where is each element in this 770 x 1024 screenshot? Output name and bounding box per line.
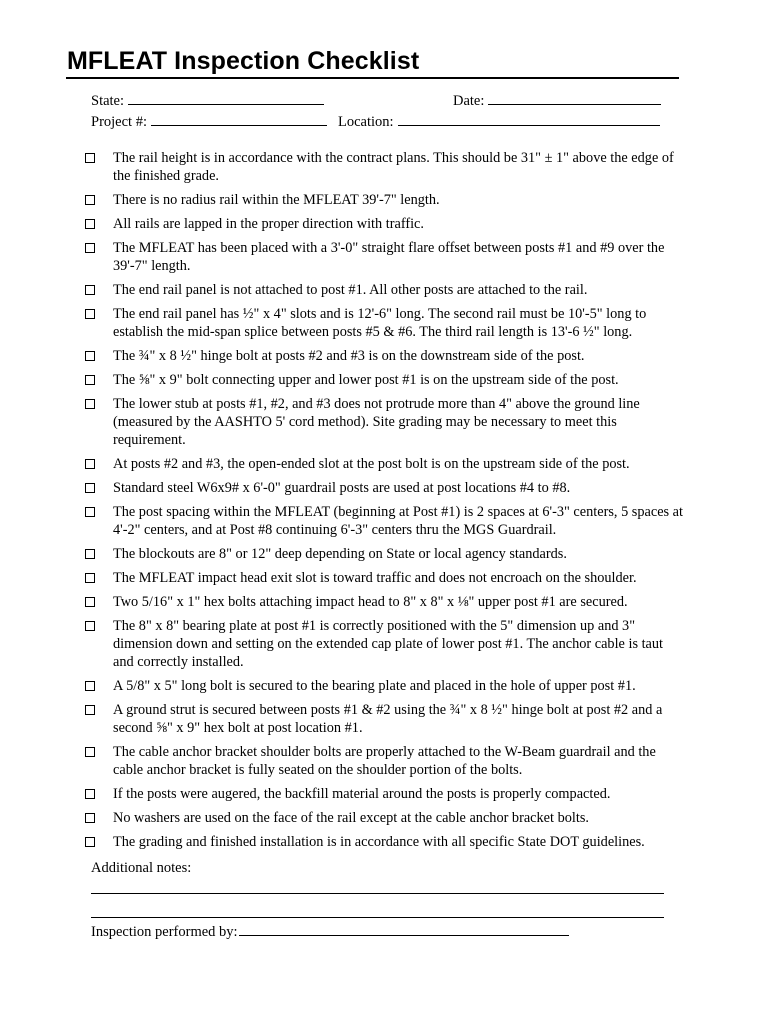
checklist-item [83, 347, 683, 365]
date-label: Date: [453, 93, 485, 109]
checklist-item [83, 743, 683, 779]
checklist-item [83, 191, 683, 209]
checklist-item-text: The ⅝" x 9" bolt connecting upper and lower post #1 is on the upstream side of the post. [113, 372, 619, 388]
inspector-label: Inspection performed by: [91, 924, 238, 940]
checkbox[interactable] [85, 243, 95, 253]
checklist-item-text: A ground strut is secured between posts #1 & #2 using the ¾" x 8 ½" hinge bolt at post #2 and a second ⅝" x 9" hex bolt at post location #1. [113, 702, 663, 736]
checklist-item-text: The blockouts are 8" or 12" deep depending on State or local agency standards. [113, 546, 567, 562]
checklist-item [83, 617, 683, 671]
checklist-item-text: The ¾" x 8 ½" hinge bolt at posts #2 and #3 is on the downstream side of the post. [113, 348, 585, 364]
inspector-input-line[interactable] [239, 922, 569, 936]
state-label: State: [91, 93, 125, 109]
checkbox[interactable] [85, 789, 95, 799]
checklist-item [83, 593, 683, 611]
checkbox[interactable] [85, 459, 95, 469]
checkbox[interactable] [85, 285, 95, 295]
checklist-item [83, 455, 683, 473]
checklist-item [83, 785, 683, 803]
checkbox[interactable] [85, 813, 95, 823]
checkbox[interactable] [85, 573, 95, 583]
checklist-item [83, 215, 683, 233]
checklist-item [83, 545, 683, 563]
checkbox[interactable] [85, 507, 95, 517]
checkbox[interactable] [85, 195, 95, 205]
checklist-item [83, 479, 683, 497]
checklist-item [83, 677, 683, 695]
checklist-item [83, 395, 683, 449]
notes-label: Additional notes: [91, 860, 192, 876]
checklist-item-text: The end rail panel is not attached to post #1. All other posts are attached to the rail. [113, 282, 588, 298]
checklist-item-text: The MFLEAT impact head exit slot is toward traffic and does not encroach on the shoulder. [113, 570, 637, 586]
checkbox[interactable] [85, 351, 95, 361]
checkbox[interactable] [85, 399, 95, 409]
checkbox[interactable] [85, 621, 95, 631]
checkbox[interactable] [85, 153, 95, 163]
checklist-item-text: A 5/8" x 5" long bolt is secured to the bearing plate and placed in the hole of upper post #1. [113, 678, 636, 694]
inspector-field [91, 922, 569, 941]
location-input-line[interactable] [398, 112, 660, 126]
checklist-item-text: The rail height is in accordance with the contract plans. This should be 31" ± 1" above the edge of the finished grade. [113, 150, 674, 184]
checklist-item [83, 149, 683, 185]
state-field [91, 91, 324, 110]
checkbox[interactable] [85, 483, 95, 493]
checklist-item [83, 569, 683, 587]
checklist-item-text: The MFLEAT has been placed with a 3'-0" straight flare offset between posts #1 and #9 over the 39'-7" length. [113, 240, 665, 274]
checkbox[interactable] [85, 309, 95, 319]
checklist-item-text: At posts #2 and #3, the open-ended slot at the post bolt is on the upstream side of the post. [113, 456, 630, 472]
checklist-item [83, 281, 683, 299]
checklist-item [83, 503, 683, 539]
checkbox[interactable] [85, 375, 95, 385]
checklist-item-text: Two 5/16" x 1" hex bolts attaching impact head to 8" x 8" x ⅛" upper post #1 are secured. [113, 594, 628, 610]
checklist-item-text: The lower stub at posts #1, #2, and #3 does not protrude more than 4" above the ground line (measured by the AASHTO 5' cord method). Site grading may be necessary to meet this requirement. [113, 396, 640, 448]
project-input-line[interactable] [151, 112, 327, 126]
project-label: Project #: [91, 114, 147, 130]
checklist-item-text: The post spacing within the MFLEAT (beginning at Post #1) is 2 spaces at 6'-3" centers, 5 spaces at 4'-2" centers, and at Post #8 continuing 6'-3" centers thru the MGS Guardrail. [113, 504, 683, 538]
checklist-item [83, 809, 683, 827]
checklist-item-text: If the posts were augered, the backfill material around the posts is properly compacted. [113, 786, 611, 802]
date-field [453, 91, 661, 110]
checklist-item [83, 701, 683, 737]
state-input-line[interactable] [128, 91, 324, 105]
date-input-line[interactable] [488, 91, 661, 105]
checklist-item [83, 371, 683, 389]
location-label: Location: [338, 114, 394, 130]
checklist-item [83, 305, 683, 341]
notes-line-1[interactable] [91, 893, 664, 894]
checkbox[interactable] [85, 549, 95, 559]
checklist-item-text: The cable anchor bracket shoulder bolts are properly attached to the W-Beam guardrail and the cable anchor bracket is fully seated on the shoulder portion of the bolts. [113, 744, 656, 778]
checklist-item-text: The end rail panel has ½" x 4" slots and is 12'-6" long. The second rail must be 10'-5" long to establish the mid-span splice between posts #5 & #6. The third rail length is 13'-6 ½" long. [113, 306, 647, 340]
inspection-checklist [83, 149, 683, 857]
checklist-item [83, 833, 683, 851]
checkbox[interactable] [85, 219, 95, 229]
checkbox[interactable] [85, 837, 95, 847]
notes-line-2[interactable] [91, 917, 664, 918]
checklist-item-text: No washers are used on the face of the rail except at the cable anchor bracket bolts. [113, 810, 589, 826]
checklist-item-text: Standard steel W6x9# x 6'-0" guardrail posts are used at post locations #4 to #8. [113, 480, 571, 496]
checklist-item-text: There is no radius rail within the MFLEAT 39'-7" length. [113, 192, 440, 208]
title-divider [66, 77, 679, 79]
location-field [338, 112, 660, 131]
checkbox[interactable] [85, 597, 95, 607]
page-title: MFLEAT Inspection Checklist [67, 47, 420, 75]
checkbox[interactable] [85, 705, 95, 715]
checklist-item-text: The grading and finished installation is in accordance with all specific State DOT guidelines. [113, 834, 645, 850]
checklist-item-text: The 8" x 8" bearing plate at post #1 is correctly positioned with the 5" dimension up and 3" dimension down and setting on the extended cap plate of lower post #1. The anchor cable is taut and correctly installed. [113, 618, 664, 670]
checklist-item-text: All rails are lapped in the proper direction with traffic. [113, 216, 424, 232]
checkbox[interactable] [85, 681, 95, 691]
project-field [91, 112, 327, 131]
checklist-item [83, 239, 683, 275]
checkbox[interactable] [85, 747, 95, 757]
